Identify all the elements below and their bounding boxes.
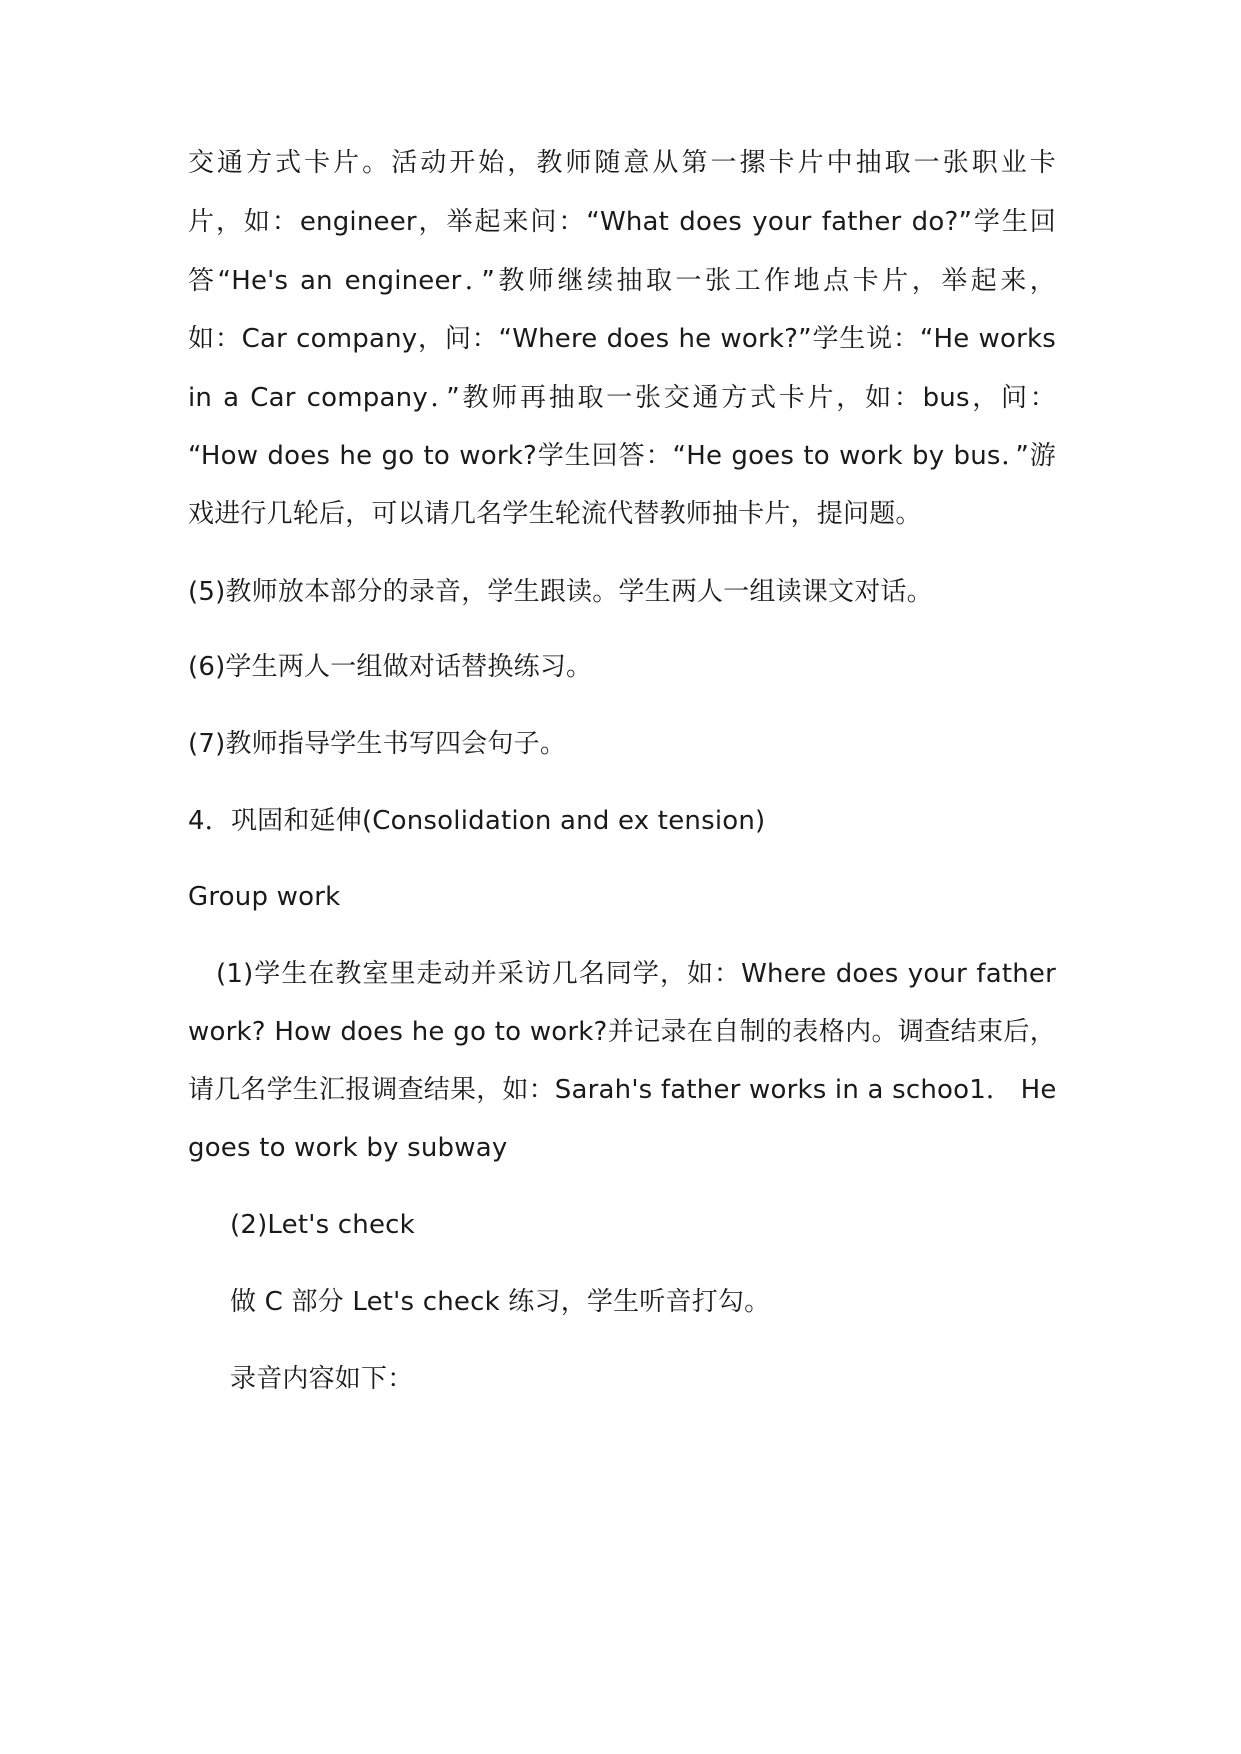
paragraph-game-line-7: 戏进行几轮后，可以请几名学生轮流代替教师抽卡片，提问题。	[188, 499, 922, 529]
lets-check-heading: (2)Let's check	[230, 1210, 415, 1240]
paragraph-game-line-1: 交通方式卡片。活动开始，教师随意从第一摞卡片中抽取一张职业卡	[188, 148, 1056, 178]
step-7: (7)教师指导学生书写四会句子。	[188, 729, 567, 759]
paragraph-survey-line-4: goes to work by subway	[188, 1133, 508, 1163]
paragraph-game-line-4: 如：Car company，问：“Where does he work?”学生说：“He works	[188, 324, 1056, 354]
recording-intro: 录音内容如下：	[230, 1364, 414, 1394]
section-4-heading: 4．巩固和延伸(Consolidation and ex tension)	[188, 806, 766, 836]
step-5: (5)教师放本部分的录音，学生跟读。学生两人一组读课文对话。	[188, 577, 933, 607]
paragraph-survey-line-1: (1)学生在教室里走动并采访几名同学，如：Where does your father	[216, 959, 1056, 989]
group-work-label: Group work	[188, 882, 341, 912]
paragraph-game-line-3: 答“He's an engineer．”教师继续抽取一张工作地点卡片，举起来，	[188, 266, 1056, 296]
lets-check-instruction: 做 C 部分 Let's check 练习，学生听音打勾。	[230, 1287, 771, 1317]
paragraph-survey-line-3: 请几名学生汇报调查结果，如：Sarah's father works in a schoo1． He	[188, 1075, 1057, 1105]
paragraph-game-line-5: in a Car company．”教师再抽取一张交通方式卡片，如：bus，问：	[188, 383, 1056, 413]
paragraph-survey-line-2: work? How does he go to work?并记录在自制的表格内。调查结束后，	[188, 1017, 1056, 1047]
paragraph-game-line-6: “How does he go to work?学生回答：“He goes to work by bus．”游	[188, 441, 1056, 471]
step-6: (6)学生两人一组做对话替换练习。	[188, 652, 593, 682]
paragraph-game-line-2: 片，如：engineer，举起来问：“What does your father do?”学生回	[188, 207, 1056, 237]
